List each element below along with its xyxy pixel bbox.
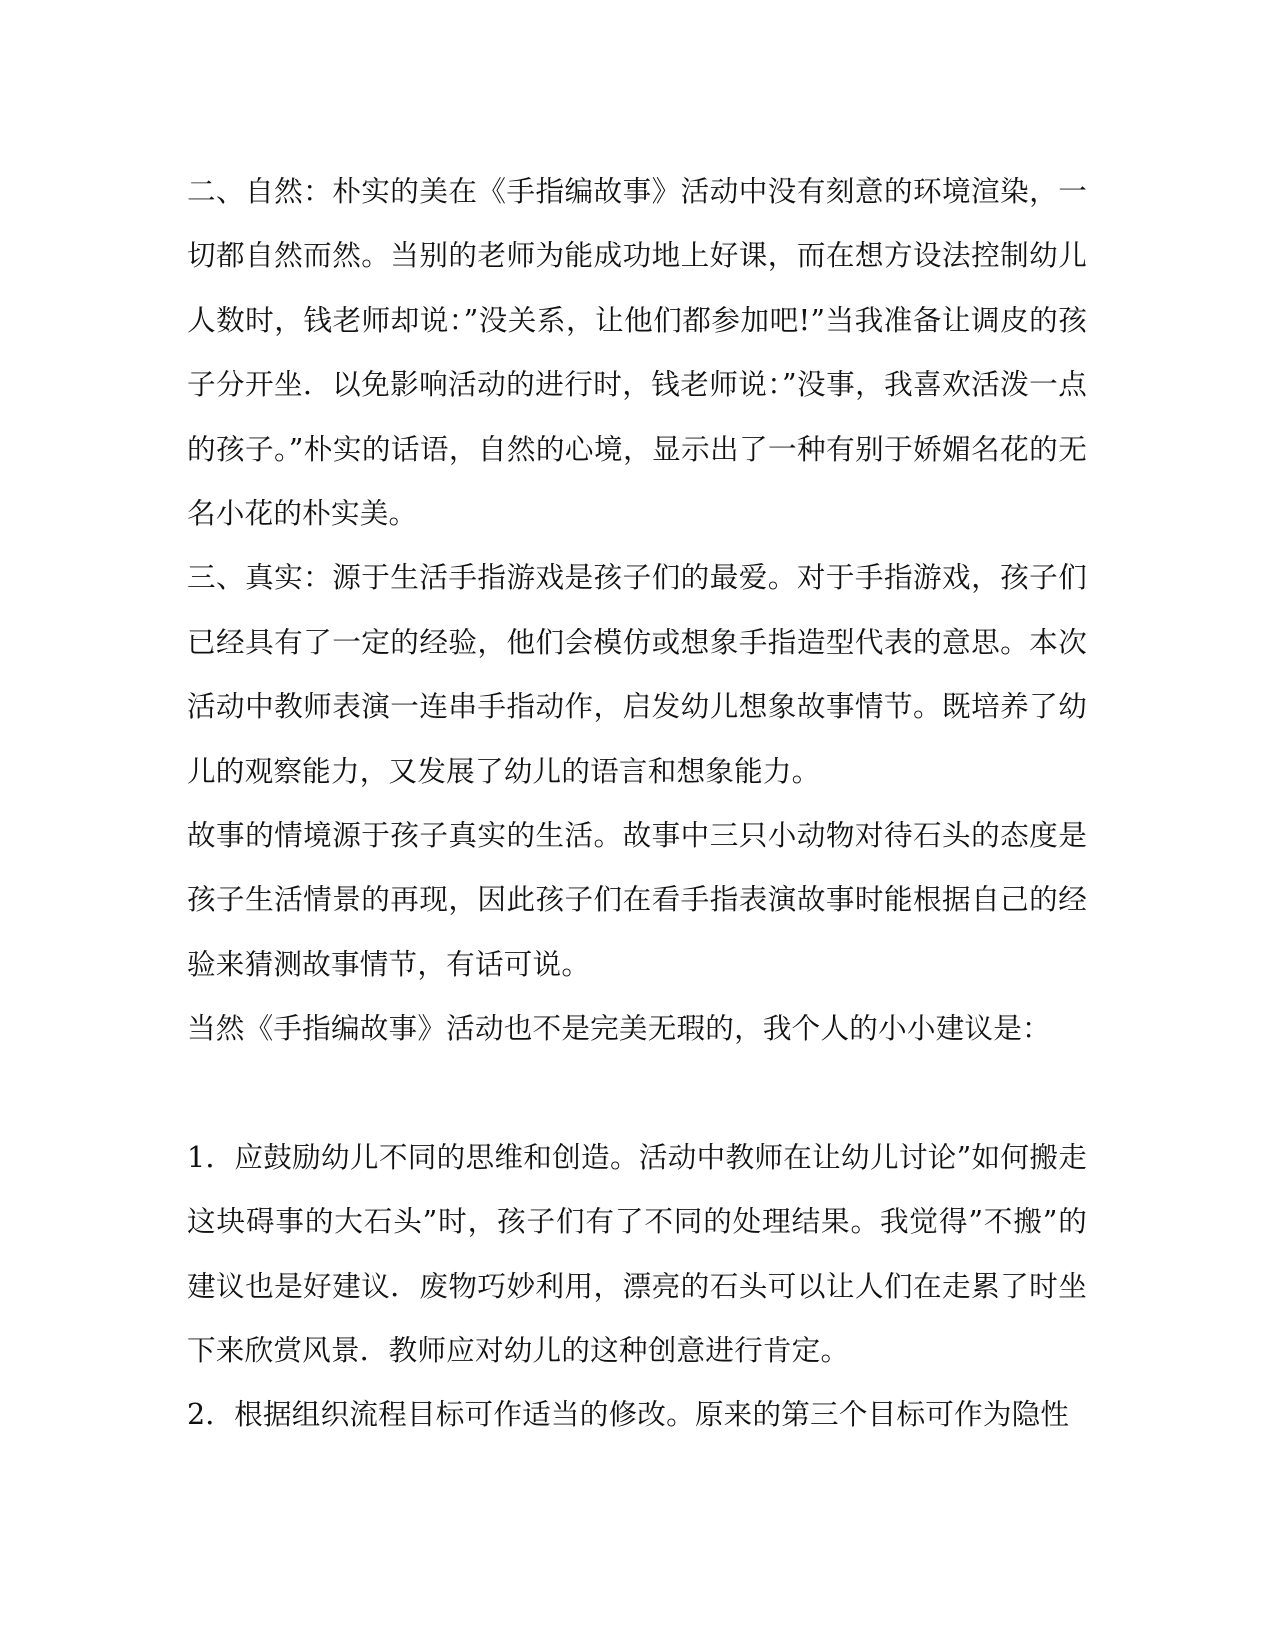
suggestion-item-1: 1．应鼓励幼儿不同的思维和创造。活动中教师在让幼儿讨论”如何搬走这块碍事的大石头”时，孩子们有了不同的处理结果。我觉得”不搬”的建议也是好建议．废物巧妙利用，漂亮的石头可以让人们在走累了时坐下来欣赏风景．教师应对幼儿的这种创意进行肯定。 [187, 1139, 1087, 1367]
paragraph-story-context: 故事的情境源于孩子真实的生活。故事中三只小动物对待石头的态度是孩子生活情景的再现，因此孩子们在看手指表演故事时能根据自己的经验来猜测故事情节，有话可说。 [187, 818, 1087, 981]
paragraph-spacer [187, 1061, 1087, 1125]
paragraph-nature: 二、自然：朴实的美在《手指编故事》活动中没有刻意的环境渲染，一切都自然而然。当别的老师为能成功地上好课，而在想方设法控制幼儿人数时，钱老师却说：”没关系，让他们都参加吧!”当我准备让调皮的孩子分开坐．以免影响活动的进行时，钱老师说：”没事，我喜欢活泼一点的孩子。”朴实的话语，自然的心境，显示出了一种有别于娇媚名花的无名小花的朴实美。 [187, 174, 1087, 531]
paragraph-reality: 三、真实：源于生活手指游戏是孩子们的最爱。对于手指游戏，孩子们已经具有了一定的经验，他们会模仿或想象手指造型代表的意思。本次活动中教师表演一连串手指动作，启发幼儿想象故事情节。既培养了幼儿的观察能力，又发展了幼儿的语言和想象能力。 [187, 560, 1087, 788]
paragraph-suggestions-intro: 当然《手指编故事》活动也不是完美无瑕的，我个人的小小建议是： [187, 1011, 1051, 1046]
document-body [187, 159, 1087, 1447]
suggestion-item-2: 2．根据组织流程目标可作适当的修改。原来的第三个目标可作为隐性 [187, 1397, 1070, 1432]
